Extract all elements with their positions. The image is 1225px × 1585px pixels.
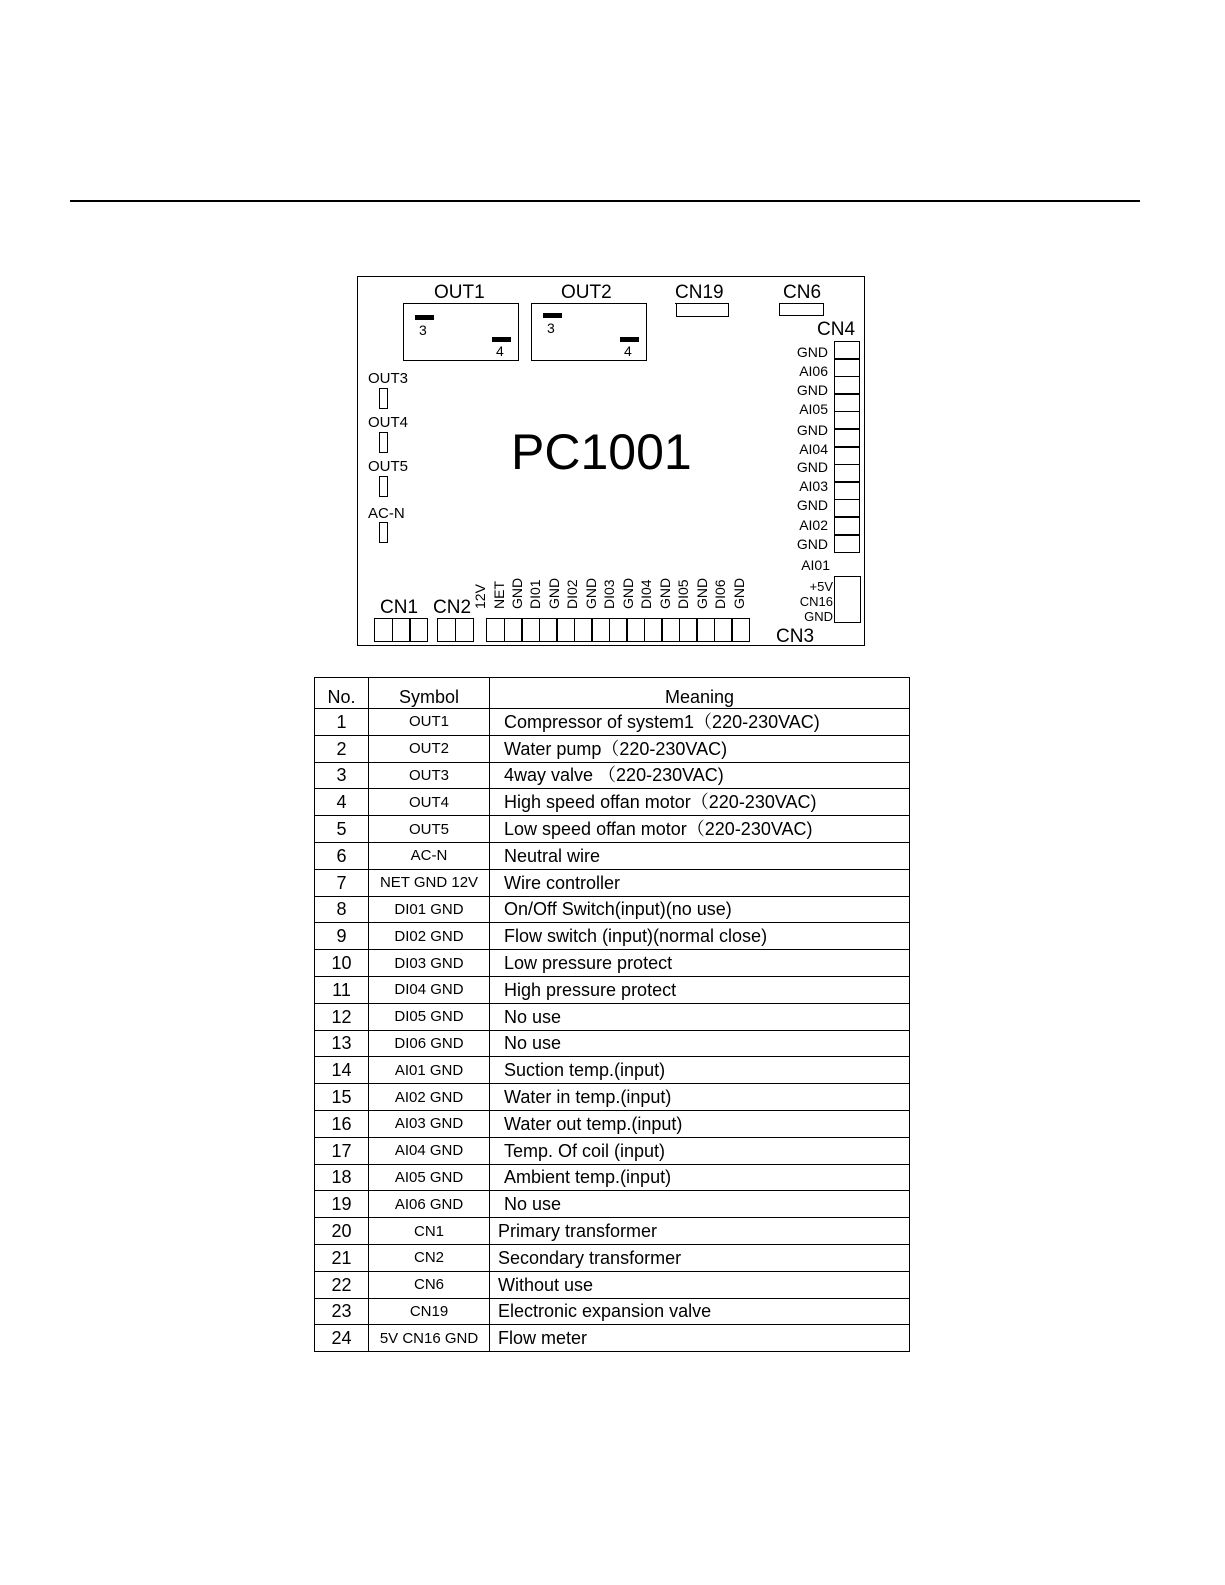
row-number: 17 — [315, 1137, 369, 1164]
cn3-pin-label: DI02 — [564, 579, 580, 609]
cn4-pin-label: GND — [796, 497, 828, 513]
cn19-label: CN19 — [675, 282, 724, 303]
table-row — [315, 923, 910, 950]
row-symbol: AI05 GND — [369, 1164, 490, 1191]
cn3-pin-label: GND — [583, 577, 599, 609]
row-meaning: Primary transformer — [490, 1218, 910, 1245]
out1-pin3-label: 3 — [419, 322, 427, 338]
cn3-pin-label: DI05 — [675, 579, 691, 609]
out5-label: OUT5 — [368, 458, 409, 475]
column-header-symbol: Symbol — [369, 678, 490, 709]
out4-terminal — [379, 432, 388, 453]
cn4-pin-label: GND — [796, 459, 828, 475]
row-number: 24 — [315, 1325, 369, 1352]
row-symbol: 5V CN16 GND — [369, 1325, 490, 1352]
acn-terminal — [379, 522, 388, 543]
row-number: 5 — [315, 816, 369, 843]
row-meaning: Suction temp.(input) — [490, 1057, 910, 1084]
row-number: 14 — [315, 1057, 369, 1084]
row-meaning: High speed offan motor（220-230VAC) — [490, 789, 910, 816]
row-meaning: 4way valve （220-230VAC) — [490, 762, 910, 789]
out1-label: OUT1 — [434, 282, 485, 303]
cn2-connector — [437, 618, 474, 642]
cn4-pin-label: AI05 — [799, 401, 828, 417]
cn3-pin-label: DI01 — [527, 579, 543, 609]
row-symbol: DI01 GND — [369, 896, 490, 923]
row-symbol: AI02 GND — [369, 1084, 490, 1111]
cn4-pin-label: AI04 — [799, 441, 828, 457]
cn4-pin-label: AI02 — [799, 517, 828, 533]
out5-terminal — [379, 476, 388, 497]
cn2-label: CN2 — [433, 597, 472, 618]
table-row — [315, 1298, 910, 1325]
row-symbol: CN2 — [369, 1244, 490, 1271]
row-meaning: Water in temp.(input) — [490, 1084, 910, 1111]
out2-relay — [531, 303, 647, 361]
table-row — [315, 950, 910, 977]
cn3-label: CN3 — [776, 626, 815, 647]
row-meaning: Water out temp.(input) — [490, 1110, 910, 1137]
table-row — [315, 1030, 910, 1057]
row-meaning: High pressure protect — [490, 976, 910, 1003]
row-number: 23 — [315, 1298, 369, 1325]
row-number: 10 — [315, 950, 369, 977]
row-symbol: DI02 GND — [369, 923, 490, 950]
acn-label: AC-N — [368, 505, 405, 522]
out2-pin4-label: 4 — [624, 343, 632, 359]
row-meaning: Secondary transformer — [490, 1244, 910, 1271]
table-row — [315, 816, 910, 843]
row-number: 18 — [315, 1164, 369, 1191]
cn3-pin-label: GND — [694, 577, 710, 609]
row-number: 9 — [315, 923, 369, 950]
cn3-pin-label: DI06 — [712, 579, 728, 609]
row-symbol: NET GND 12V — [369, 869, 490, 896]
cn3-pin-label: DI04 — [638, 579, 654, 609]
cn3-pin-label: GND — [546, 577, 562, 609]
row-number: 4 — [315, 789, 369, 816]
board-model-title: PC1001 — [511, 424, 692, 480]
row-symbol: AI06 GND — [369, 1191, 490, 1218]
row-number: 20 — [315, 1218, 369, 1245]
row-symbol: OUT2 — [369, 735, 490, 762]
row-number: 22 — [315, 1271, 369, 1298]
table-row — [315, 789, 910, 816]
cn4-pin-label: AI06 — [799, 363, 828, 379]
cn4-connector — [834, 342, 860, 553]
row-symbol: AI04 GND — [369, 1137, 490, 1164]
cn4-pin-label: GND — [796, 422, 828, 438]
row-number: 15 — [315, 1084, 369, 1111]
row-number: 1 — [315, 709, 369, 736]
cn1-connector — [374, 618, 428, 642]
row-number: 2 — [315, 735, 369, 762]
row-meaning: Neutral wire — [490, 842, 910, 869]
table-row — [315, 1244, 910, 1271]
cn4-pin-label: AI01 — [801, 557, 830, 573]
row-symbol: OUT3 — [369, 762, 490, 789]
table-row — [315, 1003, 910, 1030]
row-symbol: DI05 GND — [369, 1003, 490, 1030]
cn16-label: CN16 — [799, 594, 833, 609]
table-row — [315, 1084, 910, 1111]
row-symbol: DI03 GND — [369, 950, 490, 977]
column-header-no: No. — [315, 678, 369, 709]
row-number: 3 — [315, 762, 369, 789]
row-meaning: On/Off Switch(input)(no use) — [490, 896, 910, 923]
row-meaning: No use — [490, 1191, 910, 1218]
header-rule — [70, 200, 1140, 202]
row-meaning: Low pressure protect — [490, 950, 910, 977]
row-number: 12 — [315, 1003, 369, 1030]
table-row — [315, 842, 910, 869]
row-symbol: AC-N — [369, 842, 490, 869]
cn16-pin-label: GND — [804, 609, 833, 624]
cn3-pin-label: 12V — [472, 584, 488, 609]
row-symbol: DI06 GND — [369, 1030, 490, 1057]
table-row — [315, 709, 910, 736]
cn3-connector — [486, 618, 750, 642]
row-symbol: OUT1 — [369, 709, 490, 736]
cn4-pin-label: AI03 — [799, 478, 828, 494]
row-meaning: Low speed offan motor（220-230VAC) — [490, 816, 910, 843]
cn6-connector — [779, 303, 824, 316]
table-header-row — [315, 678, 910, 709]
cn3-pin-label: GND — [731, 577, 747, 609]
table-row — [315, 1271, 910, 1298]
table-row — [315, 1137, 910, 1164]
row-symbol: CN19 — [369, 1298, 490, 1325]
cn16-connector — [834, 576, 861, 623]
row-meaning: Wire controller — [490, 869, 910, 896]
out2-label: OUT2 — [561, 282, 612, 303]
row-symbol: AI03 GND — [369, 1110, 490, 1137]
row-meaning: No use — [490, 1003, 910, 1030]
out1-relay — [403, 303, 519, 361]
row-number: 21 — [315, 1244, 369, 1271]
pin-definition-table — [314, 677, 910, 1352]
table-row — [315, 1164, 910, 1191]
table-row — [315, 896, 910, 923]
table-row — [315, 735, 910, 762]
out3-terminal — [379, 388, 388, 409]
table-row — [315, 1110, 910, 1137]
cn3-pin-label: DI03 — [601, 579, 617, 609]
row-number: 13 — [315, 1030, 369, 1057]
cn19-connector — [676, 303, 729, 317]
row-meaning: Ambient temp.(input) — [490, 1164, 910, 1191]
cn4-pin-label: GND — [796, 536, 828, 552]
row-meaning: Temp. Of coil (input) — [490, 1137, 910, 1164]
table-row — [315, 1057, 910, 1084]
pcb-diagram — [357, 276, 865, 646]
cn3-pin-label: GND — [509, 577, 525, 609]
out1-pin4-label: 4 — [496, 343, 504, 359]
row-symbol: CN6 — [369, 1271, 490, 1298]
row-meaning: Flow meter — [490, 1325, 910, 1352]
cn4-label: CN4 — [817, 319, 856, 340]
table-row — [315, 1191, 910, 1218]
row-symbol: DI04 GND — [369, 976, 490, 1003]
column-header-meaning: Meaning — [490, 678, 910, 709]
row-number: 7 — [315, 869, 369, 896]
cn6-label: CN6 — [783, 282, 822, 303]
cn4-pin-label: GND — [796, 382, 828, 398]
row-number: 19 — [315, 1191, 369, 1218]
table-row — [315, 1325, 910, 1352]
row-number: 6 — [315, 842, 369, 869]
row-symbol: AI01 GND — [369, 1057, 490, 1084]
row-number: 8 — [315, 896, 369, 923]
row-meaning: Without use — [490, 1271, 910, 1298]
out2-pin3-label: 3 — [547, 320, 555, 336]
cn16-pin-label: +5V — [809, 579, 833, 594]
cn3-pin-label: GND — [657, 577, 673, 609]
table-row — [315, 762, 910, 789]
row-meaning: Electronic expansion valve — [490, 1298, 910, 1325]
row-meaning: Flow switch (input)(normal close) — [490, 923, 910, 950]
cn3-pin-label: NET — [491, 581, 507, 609]
table-row — [315, 976, 910, 1003]
row-symbol: OUT4 — [369, 789, 490, 816]
cn1-label: CN1 — [380, 597, 419, 618]
table-row — [315, 1218, 910, 1245]
row-symbol: CN1 — [369, 1218, 490, 1245]
row-meaning: Water pump（220-230VAC) — [490, 735, 910, 762]
cn4-pin-label: GND — [796, 344, 828, 360]
out3-label: OUT3 — [368, 370, 409, 387]
row-number: 11 — [315, 976, 369, 1003]
row-meaning: Compressor of system1（220-230VAC) — [490, 709, 910, 736]
table-row — [315, 869, 910, 896]
out4-label: OUT4 — [368, 414, 409, 431]
row-meaning: No use — [490, 1030, 910, 1057]
cn3-pin-label: GND — [620, 577, 636, 609]
row-symbol: OUT5 — [369, 816, 490, 843]
row-number: 16 — [315, 1110, 369, 1137]
